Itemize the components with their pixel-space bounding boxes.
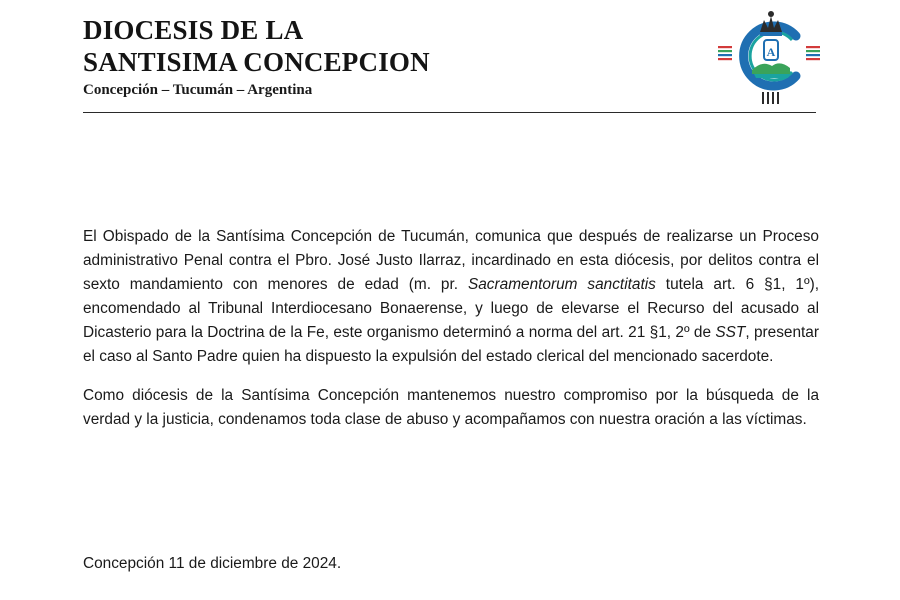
p1-italic-a: Sacramentorum sanctitatis [467,276,656,293]
diocese-crest-icon [716,4,824,108]
p1-text-b: tutela art. 6 §1, 1º), encomendado al Tribunal Interdiocesano Bonaerense, y luego de elevarse el Recurso del acusado al Dicasterio para la Doctrina de la Fe, este organismo determinó a norma del art. 21 §1, 2º de [83,276,819,341]
location-subtitle: Concepción – Tucumán – Argentina [83,82,313,98]
title-line-1: DIOCESIS DE LA [83,15,304,45]
paragraph-1 [83,225,819,369]
p1-text-c: , presentar el caso al Santo Padre quien ha dispuesto la expulsión del estado clerical del mencionado sacerdote. [83,324,819,365]
hills [752,63,790,74]
svg-text:A: A [766,45,776,59]
left-stripes [718,46,732,60]
p1-italic-b: SST [715,324,746,341]
crown-icon [760,11,782,36]
letterhead [83,14,683,99]
bottom-marks [762,92,779,104]
title-line-2: SANTISIMA CONCEPCION [83,47,430,77]
paragraph-2: Como diócesis de la Santísima Concepción mantenemos nuestro compromiso por la búsqueda de la verdad y la justicia, condenamos toda clase de abuso y acompañamos con nuestra oración a las víctimas. [83,387,819,428]
p1-text-a: El Obispado de la Santísima Concepción de Tucumán, comunica que después de realizarse un Proceso administrativo Penal contra el Pbro. José Justo Ilarraz, incardinado en esta diócesis, por delitos contra el sexto mandamiento con menores de edad (m. pr. [83,228,819,293]
header-divider [83,112,816,113]
right-stripes [806,46,820,60]
date-line: Concepción 11 de diciembre de 2024. [83,555,342,572]
statement-body [83,225,819,447]
